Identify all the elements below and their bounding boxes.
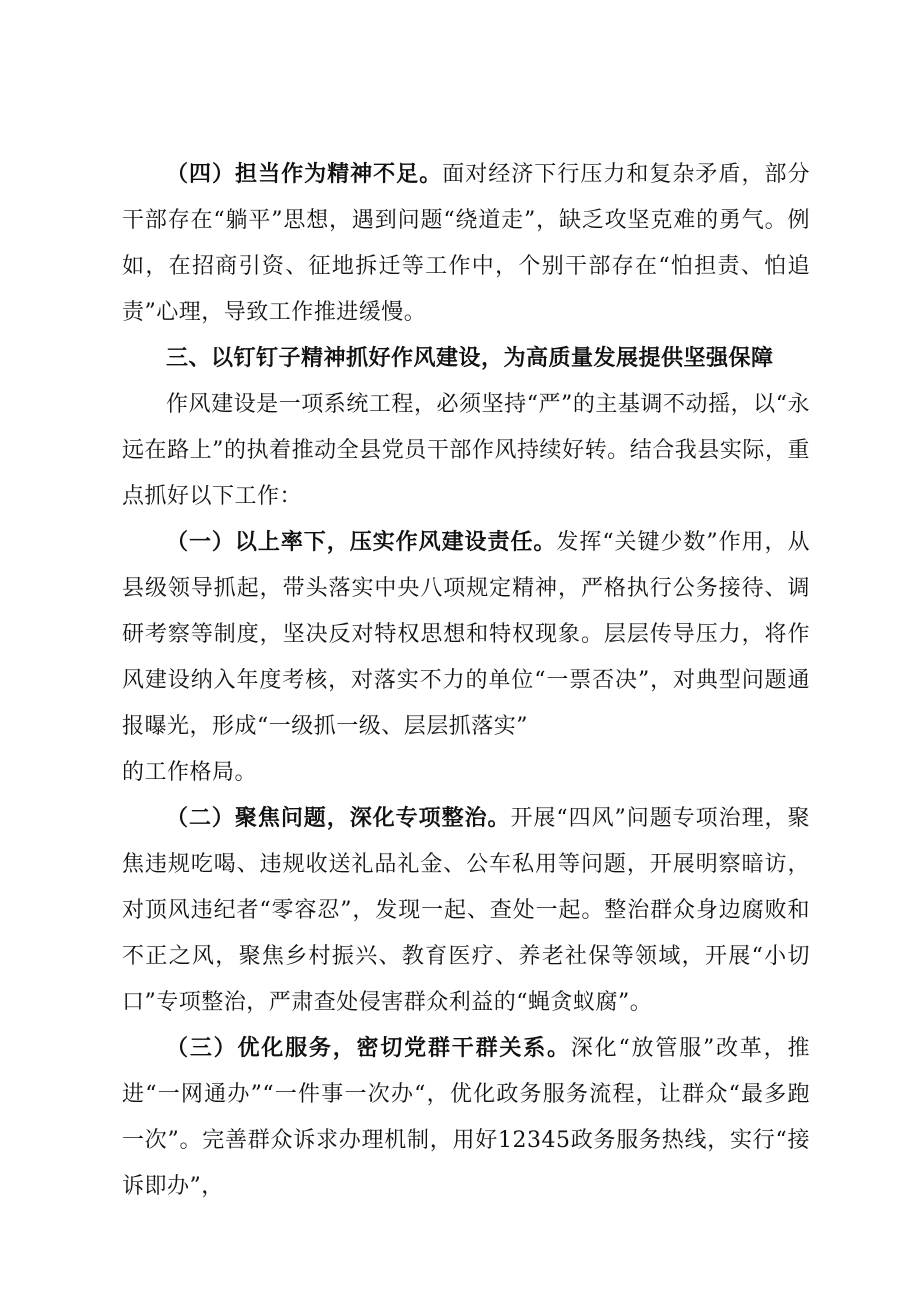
paragraph-lead-by-example [122, 520, 810, 750]
paragraph-intro [122, 382, 810, 520]
paragraph-optimize-service [122, 1026, 810, 1210]
paragraph-text: 深化“放管服”改革，推进“一网通办”“一件事一次办“，优化政务服务流程，让群众“最多跑一次”。完善群众诉求办理机制，用好12345政务服务热线，实行“接诉即办”， [122, 1036, 810, 1199]
paragraph-text: 开展“四风”问题专项治理，聚焦违规吃喝、违规收送礼品礼金、公车私用等问题，开展明察暗访，对顶风违纪者“零容忍”，发现一起、查处一起。整治群众身边腐败和不正之风，聚焦乡村振兴、教育医疗、养老社保等领域，开展“小切口”专项整治，严肃查处侵害群众利益的“蝇贪蚁腐”。 [122, 806, 810, 1015]
paragraph-text: 面对经济下行压力和复杂矛盾，部分干部存在“躺平”思想，遇到问题“绕道走”，缺乏攻坚克难的勇气。例如，在招商引资、征地拆迁等工作中，个别干部存在“怕担责、怕追责”心理，导致工作推进缓慢。 [122, 162, 810, 325]
section-heading-three: 三、以钉钉子精神抓好作风建设，为高质量发展提供坚强保障 [166, 346, 774, 371]
paragraph-lead: （四）担当作为精神不足。 [166, 162, 443, 187]
paragraph-tail-line: 的工作格局。 [122, 760, 258, 785]
paragraph-lack-of-responsibility [122, 152, 810, 336]
paragraph-lead: （三）优化服务，密切党群干群关系。 [166, 1036, 571, 1061]
paragraph-lead: （二）聚焦问题，深化专项整治。 [166, 806, 511, 831]
paragraph-focus-problems [122, 796, 810, 1026]
paragraph-lead: （一）以上率下，压实作风建设责任。 [166, 530, 557, 555]
paragraph-text: 发挥“关键少数”作用，从县级领导抓起，带头落实中央八项规定精神，严格执行公务接待、调研考察等制度，坚决反对特权思想和特权现象。层层传导压力，将作风建设纳入年度考核，对落实不力的单位“一票否决”，对典型问题通报曝光，形成“一级抓一级、层层抓落实” [122, 530, 810, 739]
document-body [122, 152, 810, 1210]
paragraph-text: 作风建设是一项系统工程，必须坚持“严”的主基调不动摇，以“永远在路上”的执着推动全县党员干部作风持续好转。结合我县实际，重点抓好以下工作： [122, 392, 810, 509]
